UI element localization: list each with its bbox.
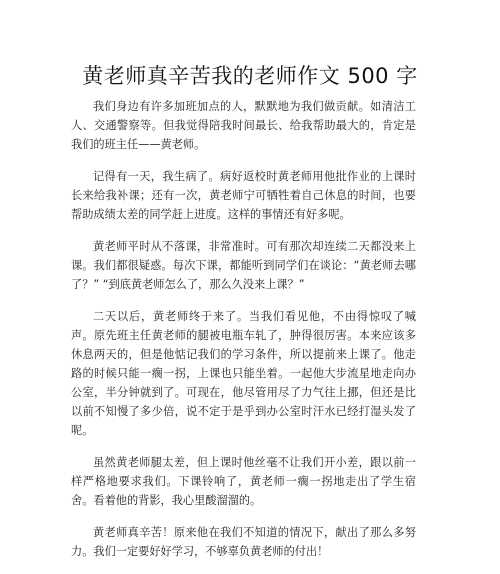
article-paragraph: 黄老师真辛苦！原来他在我们不知道的情况下，献出了那么多努力。我们一定要好好学习，不够辜负黄老师的付出！ [71,526,416,558]
article-paragraph: 黄老师平时从不落课，非常准时。可有那次却连续二天都没来上课。我们都很疑惑。每次下课，都能听到同学们在谈论：“黄老师去哪了？” “到底黄老师怎么了，那么久没来上课？” [71,240,416,291]
article-paragraph: 记得有一天，我生病了。病好返校时黄老师用他批作业的上课时长来给我补课；还有一次，黄老师宁可牺牲着自己休息的时间，也要帮助成绩太差的同学赶上进度。这样的事情还有好多呢。 [71,170,416,221]
article-paragraph: 我们身边有许多加班加点的人，默默地为我们做贡献。如清洁工人、交通警察等。但我觉得陪我时间最长、给我帮助最大的，肯定是我们的班主任——黄老师。 [71,100,416,151]
article-body [71,97,416,574]
article-paragraph: 二天以后，黄老师终于来了。当我们看见他，不由得惊叹了喊声。原先班主任黄老师的腿被电瓶车轧了，肿得很厉害。本来应该多休息两天的，但是他惦记我们的学习条件，所以提前来上课了。他走路的时候只能一瘸一拐，上课也只能坐着。一起他大步流星地走向办公室，半分钟就到了。可现在，他尽管用尽了力气往上挪，但还是比以前不知慢了多少倍，说不定于是乎到办公室时汗水已经打湿头发了呢。 [71,310,416,437]
article-paragraph: 虽然黄老师腿太差，但上课时他丝毫不让我们开小差，跟以前一样严格地要求我们。下课铃响了，黄老师一瘸一拐地走出了学生宿舍。看着他的背影，我心里酸溜溜的。 [71,456,416,507]
article-title: 黄老师真辛苦我的老师作文 500 字 [82,64,418,88]
